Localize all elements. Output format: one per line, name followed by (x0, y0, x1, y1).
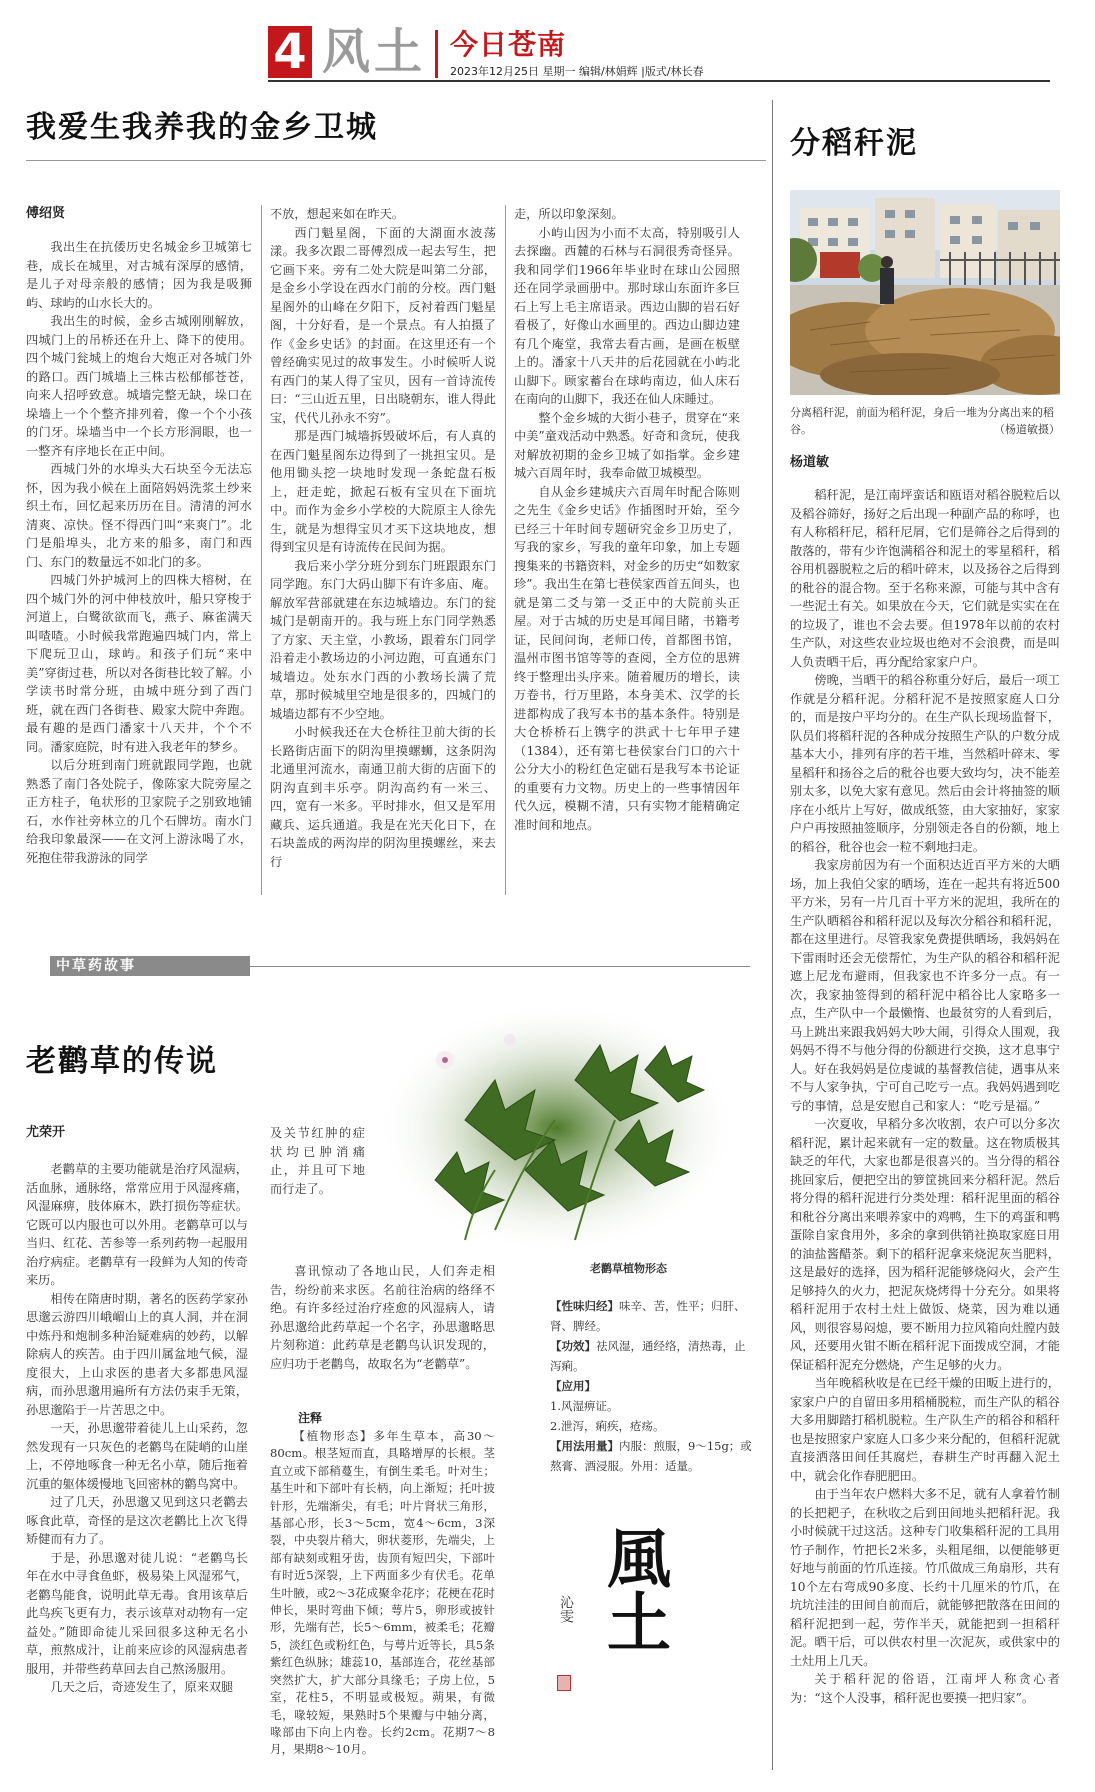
paragraph: 我出生在抗倭历史名城金乡卫城第七巷，成长在城里，对古城有深厚的感情，是儿子对母亲般的感情；因为我是吸狮屿、球屿的山水长大的。 (26, 240, 252, 310)
paragraph: 西城门外的水埠头大石块至今无法忘怀，因为我小候在上面陪妈妈洗浆土纱来织土布，回忆起来历历在目。清清的河水清爽、凉快。怪不得西门叫“来爽门”。北门是船埠头，北方来的船多，南门和西门、东门的数量远不如北门的多。 (26, 462, 252, 569)
paragraph: 一天，孙思邈带着徒儿上山采药，忽然发现有一只灰色的老鹳鸟在陡峭的山崖上，不停地啄食一种无名小草，随后拖着沉重的躯体缓慢地飞回密林的鹳鸟窝中。 (26, 1421, 248, 1491)
paragraph: 我家房前因为有一个面积达近百平方米的大晒场，加上我伯父家的晒场，连在一起共有将近500平方米，另有一片几百十平方米的泥坦，我所在的生产队晒稻谷和稻秆泥以及每次分稻谷和稻秆泥，都在这里进行。尽管我家免费提供晒场，我妈妈在下雷雨时还会无偿帮忙，为生产队的稻谷和稻秆泥遮上尼龙布避雨，但我家也不许多分一点。有一次，我家抽签得到的稻秆泥中稻谷比人家略多一点，生产队中一个最懒惰、也最贫穷的人看到后，马上跳出来跟我妈妈大吵大闹，引得众人围观，我妈妈不得不与他分得的份额进行交换，这才息事宁人。好在我妈妈是位虔诚的基督教信徒，遇事从来不与人家争执，宁可自己吃亏一点。我妈妈遇到吃亏的事情，总是安慰自己和家人：“吃亏是福。” (790, 858, 1060, 1113)
column-divider (505, 205, 506, 895)
paragraph: 过了几天，孙思邈又见到这只老鹳去啄食此草，奇怪的是这次老鹳比上次飞得矫健而有力了。 (26, 1495, 248, 1546)
article3-author: 尤荣开 (26, 1125, 66, 1140)
calligraphy-main: 風土 (596, 1525, 671, 1653)
herb-illustration-art (375, 1000, 740, 1255)
article1-column-2 (270, 205, 496, 888)
paragraph: 老鹳草的主要功能就是治疗风湿病，活血脉，通脉络，常常应用于风湿疼痛，风湿麻痹，肢体麻木，跌打损伤等症状。它既可以内服也可以外用。老鹳草可以与当归、红花、苦参等一系列药物一起服用治疗病症。老鹳草有一段鲜为人知的传奇来历。 (26, 1162, 248, 1287)
paragraph: 那是西门城墙拆毁破坏后，有人真的在西门魁星阁东边得到了一挑担宝贝。是他用锄头挖一块地时发现一条蛇盘石板上，赶走蛇，掀起石板有宝贝在下面坑中。而作为金乡小学校的大院原主人徐先生，就是为想得宝贝才买下这块地皮，想得到宝贝是有诗流传在民间为据。 (270, 429, 496, 554)
section-divider (772, 100, 773, 1770)
article3-title: 老鹳草的传说 (26, 1044, 218, 1079)
notes-title: 注释 (298, 1411, 323, 1425)
paragraph: 【植物形态】多年生草本，高30～80cm。根茎短而直，具略增厚的长根。茎直立或下部稍蔓生，有倒生柔毛。叶对生；基生叶和下部叶有长柄，向上渐短；托叶披针形，先端渐尖，有毛；叶片肾状三角形，基部心形，长3～5cm，宽4～6cm，3深裂，中央裂片稍大，卵状菱形，先端尖，上部有缺刻或粗牙齿，齿顶有短凹尖，下部叶有时近5深裂，上下两面多少有伏毛。花单生叶腋，或2～3花成聚伞花序；花梗在花时伸长，果时弯曲下倾；萼片5，卵形或披针形，先端有芒，长5～6mm，被柔毛；花瓣5，淡红色或粉红色，与萼片近等长，具5条紫红色纵脉；雄蕊10，基部连合，花丝基部突然扩大，扩大部分具缘毛；子房上位，5室，花柱5，不明显或极短。蒴果，有微毛，喙较短，果熟时5个果瓣与中轴分离，喙部由下向上内卷。长约2cm。花期7～8月，果期8～10月。 (270, 1429, 495, 1757)
paragraph: 傍晚，当晒干的稻谷称重分好后，最后一项工作就是分稻秆泥。分稻秆泥不是按照家庭人口分的，而是按户平均分的。在生产队长现场监督下，队员们将稻秆泥的各种成分按照生产队的户数分成基本大小，排列有序的若干堆，当然稻叶碎末、零星稻秆和扬谷之后的秕谷也要大致均匀，决不能差别太多，以免大家有意见。然后由会计将抽签的顺序在小纸片上写好，做成纸签，由大家抽好，家家户户再按照抽签顺序，分别领走各自的份额，地上的稻谷，秕谷也会一粒不剩地扫走。 (790, 673, 1060, 854)
paragraph: 我后来小学分班分到东门班跟跟东门同学跑。东门大码山脚下有许多庙、庵。解放军营部就建在东边城墙边。东门的瓮城门是朝南开的。我与班上东门同学熟悉了方家、天主堂，小教场，跟着东门同学沿着走小教场边的小河边跑，可直通东门城墙边。处东水门西的小教场长满了荒草，那时候城里空地是很多的，四城门的城墙边都有不少空地。 (270, 558, 496, 721)
herb-properties (550, 1296, 755, 1476)
paragraph: 稻秆泥，是江南坪蛮话和瓯语对稻谷脱粒后以及稻谷筛好，扬好之后出现一种副产品的称呼，也有人称稻秆尼，稻秆尼屑，它们是筛谷之后得到的散落的，带有少许饱满稻谷和泥土的零星稻秆，稻谷用机器脱粒之后的稻叶碎末，以及扬谷之后得到的秕谷的混合物。至于名称来源，可能与其中含有一些泥土有关。如果放在今天，它们就是实实在在的垃圾了，谁也不会去要。但1978年以前的农村生产队，对这些农业垃圾也绝对不会浪费，而是叫人负责晒干后，再分配给家家户户。 (790, 488, 1060, 669)
article3-column-2b (270, 1262, 495, 1402)
herb-illustration (375, 1000, 740, 1255)
rice-straw-photo-illustration (790, 190, 1060, 395)
use-label: 【应用】 (550, 1379, 596, 1393)
dosage-label: 【用法用量】 (550, 1439, 619, 1453)
article3-column-2a (270, 1124, 365, 1262)
article1-column-3 (514, 205, 740, 888)
paragraph: 相传在隋唐时期，著名的医药学家孙思邈云游四川峨嵋山上的真人洞，并在洞中炼丹和炮制多种治疑难病的妙药，以解除病人的疾苦。由于四川属盆地气候，湿度很大，上山求医的患者大多都患风湿病，而孙思邈用遍所有方法仍束手无策，孙思邈陷于一片苦思之中。 (26, 1291, 248, 1417)
calligraphy-artwork (555, 1525, 725, 1735)
masthead-rule (268, 80, 1050, 82)
paragraph: 整个金乡城的大街小巷子，贯穿在“来中美”童戏活动中熟悉。好奇和贪玩，使我对解放初期的金乡卫城了如指掌。金乡建城六百周年时，我奉命做卫城模型。 (514, 410, 740, 480)
article3-column-1 (26, 1160, 248, 1772)
column-band-label: 中草药故事 (56, 958, 136, 974)
paragraph: 西门魁星阁，下面的大湖面水波荡漾。我多次跟二哥傅烈成一起去写生，把它画下来。旁有二处大院是叫第二分部，是金乡小学设在西水门前的分校。西门魁星阁外的山峰在夕阳下，反衬着西门魁星阁，十分好看，是一个景点。有人拍摄了作《金乡史话》的封面。在这里还有一个曾经确实见过的故事发生。小时候听人说有西门的某人得了宝贝，因有一首诗流传曰：“三山近五里，日出晓朝东，谁人得此宝，代代儿孙永不穷”。 (270, 225, 496, 425)
masthead-divider (435, 30, 438, 78)
use-item: 1.风湿痹证。 (550, 1399, 619, 1413)
page-number: 4 (268, 26, 312, 78)
herb-caption: 老鹳草植物形态 (590, 1262, 667, 1275)
paragraph: 喜讯惊动了各地山民，人们奔走相告，纷纷前来求医。名前往治病的络绎不绝。有许多经过治疗痊愈的风湿病人，请孙思邈给此药草起一个名字，孙思邈略思片刻称道：此药草是老鹳鸟认识发现的，应归功于老鹳鸟，故取名为“老鹳草”。 (270, 1264, 495, 1371)
paragraph: 以后分班到南门班就跟同学跑，也就熟悉了南门各处院子，像陈家大院旁屋之正方柱子，龟状形的卫家院子之别致地铺石，水作社旁林立的几个石牌坊。南水门给我印象最深——在文河上游泳喝了水，死抱住带我游泳的同学 (26, 758, 252, 865)
article1-title-rule (26, 160, 766, 161)
paragraph: 由于当年农户燃料大多不足，就有人拿着竹制的长把耙子，在秋收之后到田间地头把稻秆泥。我小时候就干过这活。这种专门收集稻秆泥的工具用竹子制作，竹把长2米多，头粗尾细，以便能够更好地与前面的竹爪连接。竹爪做成三角扇形，共有10个左右弯成90多度、长约十几厘米的竹爪，在坑坑洼洼的田间自前而后，就能够把散落在田间的稻秆泥把到一起，劳作半天，就能把到一担稻秆泥。晒干后，可以供农村里一次泥灰，或供家中的土灶用上几天。 (790, 1487, 1060, 1668)
paragraph: 于是，孙思邈对徒儿说：“老鹳鸟长年在水中寻食鱼虾，极易染上风湿邪气，老鹳鸟能食，说明此草无毒。食用该草后此鸟疾飞更有力，表示该草对动物有一定益处。”随即命徒儿采回很多这种无名小草，煎熬成汁，让前来应诊的风湿病患者服用，并带些药草回去自己熬汤服用。 (26, 1550, 248, 1676)
paragraph: 不放，想起来如在昨天。 (270, 207, 405, 221)
paragraph: 四城门外护城河上的四株大榕树，在四个城门外的河中伸枝放叶，船只穿梭于河道上，白鹭欲欲而飞，燕子、麻雀满天叫喳喳。小时候我常跑遍四城门内，常上下爬玩卫山，球屿。和孩子们玩“来中美”穿街过巷，所以对各街巷比较了解。小学读书时常分班，由城中班分到了西门班，就在西门各街巷、殿家大院中奔跑。最有趣的是西门潘家十八天井，个个不同。潘家庭院，时有进入我老年的梦乡。 (26, 573, 252, 754)
photo-credit: （杨道敏摄） (994, 423, 1060, 436)
paragraph: 小屿山因为小而不太高，特别吸引人去探幽。西麓的石林与石洞很秀奇怪异。我和同学们1966年毕业时在球山公园照还在同学录画册中。那时球山东面许多巨石上写上毛主席语录。西边山脚的岩石好看极了，好像山水画里的。西边山脚边建有几个庵堂，我常去看古画，是画在板壁上的。潘家十八天井的后花园就在小屿北山脚下。顾家蓄台在球屿南边，仙人床石在南向的山脚下，我还在仙人床睡过。 (514, 225, 740, 406)
seal-stamp (557, 1675, 571, 1691)
effect-label: 【功效】 (550, 1339, 596, 1353)
paragraph: 小时候我还在大仓桥往卫前大街的长长路街店面下的阴沟里摸螺蛳，这条阴沟北通里河流水，南通卫前大街的店面下的阴沟直到丰乐亭。阴沟高约有一米三、四，宽有一米多。平时排水，但又是军用藏兵、运兵通道。我是在光天化日下，在石块盖成的两沟岸的阴沟里摸螺丝，来去行 (270, 725, 496, 869)
dosage-text: 内服：煎服，9～15g；或熬膏、酒浸服。外用：适量。 (550, 1439, 752, 1473)
article1-author: 傅绍贤 (26, 206, 66, 221)
paragraph: 及关节红肿的症状均已肿消痛止，并且可下地而行走了。 (270, 1126, 365, 1196)
column-band (50, 956, 250, 976)
paragraph: 当年晚稻秋收是在已经干燥的田畈上进行的，家家户户的自留田多用稻桶脱粒，而生产队的稻谷大多用脚踏打稻机脱粒。生产队生产的稻谷和稻秆也是按照家户家庭人口多少来分配的，但稻秆泥就直接洒落田间任其腐烂，春耕生产时再翻入泥土中，就会化作春肥肥田。 (790, 1376, 1060, 1483)
article2-title: 分稻秆泥 (790, 126, 918, 161)
notes-body (270, 1428, 495, 1772)
paragraph: 我出生的时候，金乡古城刚刚解放，四城门上的吊桥还在升上、降下的使用。四个城门瓮城上的炮台大炮正对各城门外的路口。西门城墙上三株古松郁郁苍苍，向来人招呼致意。城墙完整无缺，垛口在垛墙上一个个整齐排列着，像一个个小孩的门牙。垛墙当中一个长方形洞眼，也一一整齐有序地长在正中间。 (26, 314, 252, 458)
paragraph: 一次夏收，早稻分多次收割，农户可以分多次稻秆泥，累计起来就有一定的数量。这在物质极其缺乏的年代，大家也都是很喜兴的。当分得的稻谷挑回家后，便把空出的箩筐挑回来分稻秆泥。然后将分得的稻秆泥进行分类处理：稻秆泥里面的稻谷和秕谷分离出来喂养家中的鸡鸭，生下的鸡蛋和鸭蛋除自家食用外，多余的拿到供销社换取家庭日用的油盐酱醋茶。剩下的稻秆泥拿来烧泥灰当肥料，这是最好的选择，因为稻秆泥能够烧闷火，会产生足够持久的火力，把泥灰烧烤得十分充分。如果将稻秆泥用于农村土灶上做饭、烧菜，因为难以通风，则很容易闷熄，要不断用力拉风箱向灶膛内鼓风，还要用火钳不断在稻秆泥下面拨成空洞，才能保证稻秆泥充分燃烧，产生足够的火力。 (790, 1117, 1060, 1372)
article1-title: 我爱生我养我的金乡卫城 (26, 110, 378, 145)
issue-meta: 2023年12月25日 星期一 编辑/林娟辉 |版式/林长春 (450, 65, 704, 78)
brand-title: 今日苍南 (450, 28, 567, 61)
paragraph: 自从金乡建城庆六百周年时配合陈则之先生《金乡史话》作插图时开始，至今已经三十年时间专题研究金乡卫历史了，写我的家乡，写我的童年印象，加上专题搜集来的书籍资料，对金乡的历史“如数家珍”。我出生在第七巷侯家西首五间头，也就是第二爻与第一爻正中的大院前头正屋。对于古城的历史是耳闻目睹，书籍考证，民间问询，老师口传，首都图书馆，温州市图书馆等等的查阅，全方位的思辨终于整理出头序来。随着履历的增长，读万卷书，行万里路，本身美术、汉学的长进都构成了我写本书的基本条件。特别是大仓桥桥石上镌字的洪武十七年甲子建（1384），还有第七巷侯家台门口的六十公分大小的粉红色定础石是我写本书论证的重要有力文物。历史上的一些事情因年代久远，模糊不清，只有实物才能精确定准时间和地点。 (514, 484, 740, 832)
paragraph: 关于稻秆泥的俗语，江南坪人称贪心者为：“这个人没事，稻秆泥也要摸一把归家”。 (790, 1672, 1060, 1705)
photo-caption (790, 404, 1060, 438)
paragraph: 几天之后，奇迹发生了，原来双腿 (50, 1680, 234, 1694)
rice-straw-photo (790, 190, 1060, 395)
photo-caption-text: 分离稻秆泥，前面为稻秆泥，身后一堆为分离出来的稻谷。 (790, 406, 1054, 436)
column-band-rule (250, 966, 750, 967)
calligraphy-signature: 沁雯 (558, 1595, 574, 1623)
article2-author: 杨道敏 (790, 455, 830, 470)
paragraph: 走，所以印象深刻。 (514, 207, 624, 221)
column-divider (261, 205, 262, 895)
nature-text: 味辛、苦，性平；归肝、肾、脾经。 (550, 1299, 746, 1333)
article2-body (790, 486, 1060, 1771)
nature-label: 【性味归经】 (550, 1299, 619, 1313)
effect-text: 祛风湿，通经络，清热毒，止泻痢。 (550, 1339, 746, 1373)
use-item: 2.泄泻，痢疾，疮疡。 (550, 1419, 665, 1433)
section-title: 风土 (322, 24, 427, 80)
article1-column-1 (26, 238, 252, 888)
